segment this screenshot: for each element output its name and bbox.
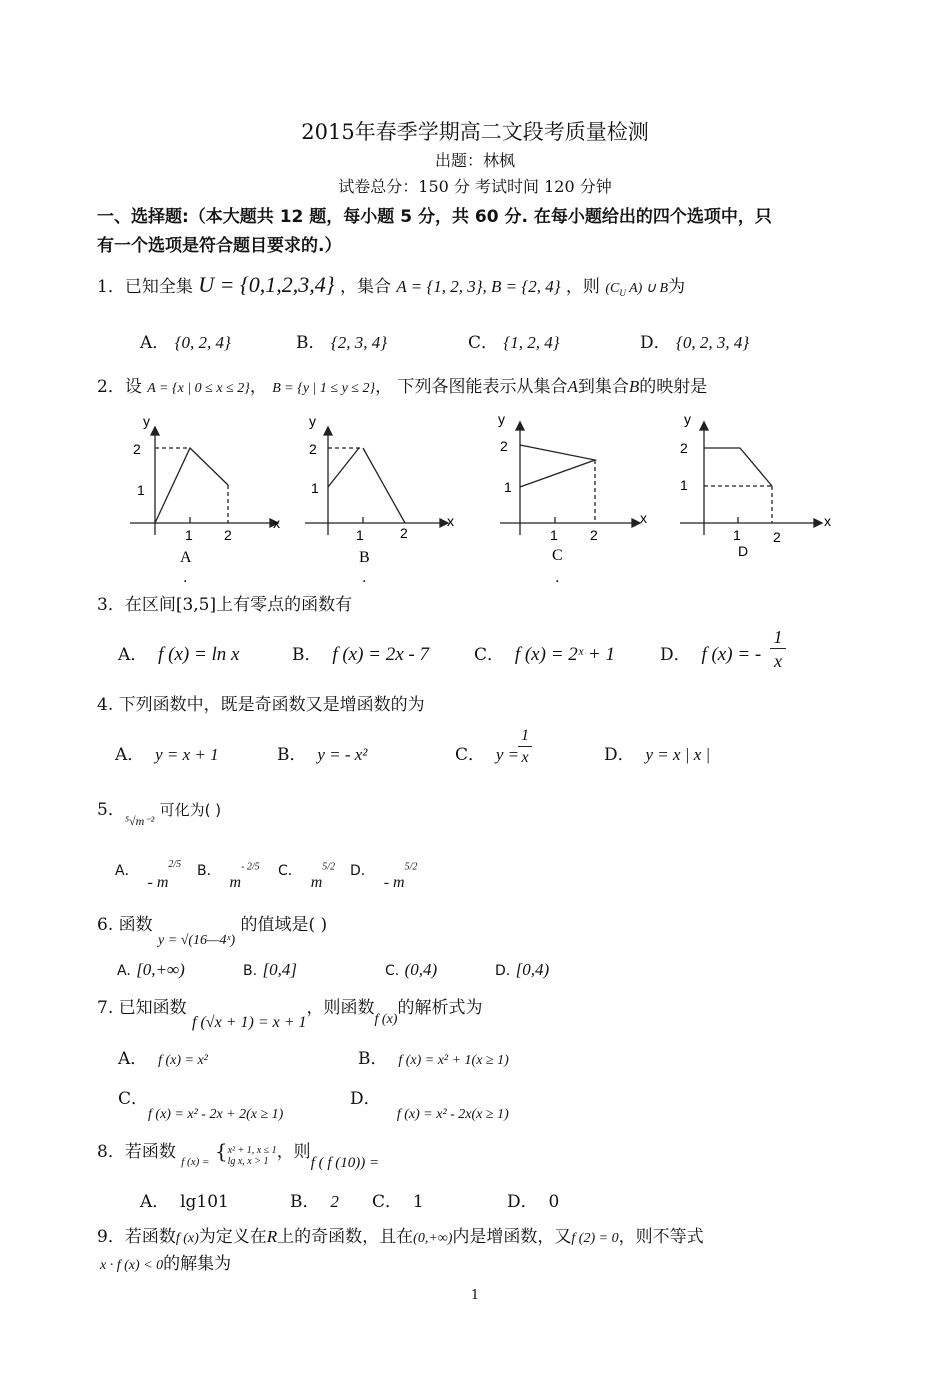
q7-option-a[interactable]: A． f (x) = x²	[118, 1049, 208, 1069]
section-heading-line1: 一、选择题:（本大题共 12 题，每小题 5 分，共 60 分. 在每小题给出的四个选项中，只	[97, 207, 772, 227]
svg-text:1: 1	[137, 482, 145, 498]
q1-option-a[interactable]: A． {0, 2, 4}	[140, 333, 231, 353]
q2-graph-c[interactable]	[490, 410, 660, 590]
author-line: 出题：林枫	[434, 151, 515, 170]
svg-text:y: y	[498, 411, 505, 427]
page-title: 2015年春季学期高二文段考质量检测	[301, 120, 649, 144]
q3-option-d[interactable]: D． f (x) = -	[660, 644, 762, 665]
q1-set-a: A = {1, 2, 3}	[396, 277, 483, 296]
q5-option-b[interactable]: B． $m^{- 2/5}$	[197, 861, 260, 891]
section-heading-line2: 有一个选项是符合题目要求的.）	[97, 236, 342, 256]
q3-option-c[interactable]: C． f (x) = 2ˣ + 1	[474, 644, 615, 665]
q1-expr: ($C_U$ A) ∪ B	[605, 281, 669, 298]
svg-text:2: 2	[500, 438, 508, 454]
q8-option-c[interactable]: C． 1	[372, 1192, 424, 1212]
q1-stem-c: ，则	[565, 277, 600, 297]
q7-option-b[interactable]: B． f (x) = x² + 1(x ≥ 1)	[358, 1049, 509, 1069]
q2-set-b: B = {y | 1 ≤ y ≤ 2}	[272, 381, 376, 396]
svg-text:1: 1	[733, 527, 741, 543]
q2-stem: 2．设 A = {x | 0 ≤ x ≤ 2}， B = {y | 1 ≤ y ≤ 2}， 下列各图能表示从集合A到集合B的映射是	[97, 377, 708, 397]
q8-piecewise: { x² + 1, x ≤ 1 lg x, x > 1	[214, 1139, 277, 1167]
q2-graph-a[interactable]	[125, 410, 285, 590]
svg-text:.: .	[555, 570, 560, 586]
q6-option-c[interactable]: C. (0,4)	[385, 960, 438, 979]
page-number: 1	[470, 1288, 480, 1303]
svg-text:1: 1	[356, 527, 364, 543]
q7-expr: f (√x + 1) = x + 1	[192, 1014, 307, 1031]
q3-stem: 3．在区间[3,5]上有零点的函数有	[97, 595, 353, 615]
q6-expr: y = √(16—4ˣ)	[158, 933, 236, 948]
q8-fx: f (x) =	[181, 1156, 210, 1168]
q1-set-u: U = {0,1,2,3,4}	[198, 272, 335, 297]
q4-option-c[interactable]: C． y =	[455, 745, 520, 765]
q1-option-c[interactable]: C． {1, 2, 4}	[468, 333, 560, 353]
svg-text:2: 2	[133, 441, 141, 457]
svg-text:2: 2	[773, 529, 781, 545]
svg-text:1: 1	[550, 527, 558, 543]
svg-text:x: x	[447, 513, 454, 529]
graph-c-label: C	[552, 547, 563, 564]
svg-text:.: .	[183, 570, 188, 586]
q2-graph-b[interactable]	[295, 410, 465, 590]
q3-option-b[interactable]: B． f (x) = 2x - 7	[292, 644, 430, 665]
q3-option-a[interactable]: A． f (x) = ln x	[118, 644, 240, 665]
svg-text:2: 2	[590, 527, 598, 543]
q7-option-c[interactable]: C．$_{f (x) = x^2 - 2x + 2(x \ge 1)}$	[118, 1089, 284, 1122]
svg-text:2: 2	[400, 525, 408, 541]
q1-stem-b: ，集合	[339, 277, 391, 297]
svg-text:y: y	[684, 411, 691, 427]
q6-option-a[interactable]: A. [0,+∞)	[117, 960, 185, 979]
q4-stem: 4. 下列函数中，既是奇函数又是增函数的为	[97, 695, 425, 715]
svg-text:2: 2	[224, 527, 232, 543]
q4-option-d[interactable]: D． y = x | x |	[604, 745, 711, 765]
q3-fraction: 1 x	[770, 626, 786, 673]
q8-option-a[interactable]: A． lg101	[140, 1192, 229, 1212]
q5-expr: ⁵√m⁻²	[124, 814, 155, 828]
svg-text:2: 2	[680, 440, 688, 456]
q7-stem: 7. 已知函数 f (√x + 1) = x + 1，则函数$_{f (x)}$的解析式为	[97, 998, 483, 1031]
svg-text:y: y	[309, 413, 316, 429]
svg-text:.: .	[362, 570, 367, 586]
q4-option-b[interactable]: B． y = - x²	[277, 745, 368, 765]
q7-option-d[interactable]: D． $_{f (x) = x^2 - 2x(x \ge 1)}$	[350, 1089, 509, 1122]
q2-graph-d[interactable]	[672, 410, 842, 570]
q1-option-b[interactable]: B． {2, 3, 4}	[296, 333, 388, 353]
q1-stem-a: 1．已知全集	[97, 277, 193, 297]
q1-set-b: , B = {2, 4}	[482, 277, 561, 296]
q6-option-b[interactable]: B. [0,4]	[243, 960, 297, 979]
graph-d-label: D	[738, 543, 749, 559]
q6-option-d[interactable]: D. [0,4)	[495, 960, 550, 979]
q8-stem: 8．若函数 $_{f (x) =}$ { x² + 1, x ≤ 1 lg x, x > 1 ，则f ( f (10)) =	[97, 1139, 380, 1171]
q1-stem	[97, 272, 685, 298]
svg-text:1: 1	[311, 480, 319, 496]
q8-option-b[interactable]: B． 2	[290, 1192, 339, 1212]
svg-text:2: 2	[309, 441, 317, 457]
q5-stem: 5．$_{^5√m^{-2}}$ 可化为( )	[97, 800, 222, 828]
q1-option-d[interactable]: D． {0, 2, 3, 4}	[640, 333, 750, 353]
q5-option-d[interactable]: D． - $m^{5/2}$	[350, 861, 418, 891]
svg-text:x: x	[824, 513, 831, 529]
svg-text:1: 1	[185, 527, 193, 543]
q4-fraction: 1 x	[518, 726, 532, 769]
exam-info: 试卷总分：150 分 考试时间 120 分钟	[338, 177, 612, 196]
svg-text:x: x	[640, 510, 647, 526]
y-axis-label: y	[143, 413, 150, 429]
x-axis-label: x	[273, 515, 280, 531]
q5-option-a[interactable]: A． - $m^{2/5}$	[115, 859, 182, 891]
q8-option-d[interactable]: D． 0	[507, 1192, 560, 1212]
q6-stem: 6. 函数 $_{y = √(16—4ˣ)}$ 的值域是( )	[97, 915, 328, 948]
q4-option-a[interactable]: A． y = x + 1	[115, 745, 219, 765]
graph-b-label: B	[359, 549, 370, 566]
q5-option-c[interactable]: C． $m^{5/2}$	[278, 861, 336, 891]
graph-a-label: A	[180, 549, 192, 566]
q1-stem-d: 为	[668, 277, 686, 297]
q2-set-a: A = {x | 0 ≤ x ≤ 2}	[147, 381, 250, 396]
svg-text:1: 1	[504, 479, 512, 495]
q9-stem-line2: x · f (x) < 0的解集为	[100, 1254, 232, 1274]
svg-text:1: 1	[680, 477, 688, 493]
q9-stem-line1: 9．若函数f (x)为定义在R上的奇函数，且在(0,+∞)内是增函数，又f (2) = 0，则不等式	[97, 1227, 704, 1247]
